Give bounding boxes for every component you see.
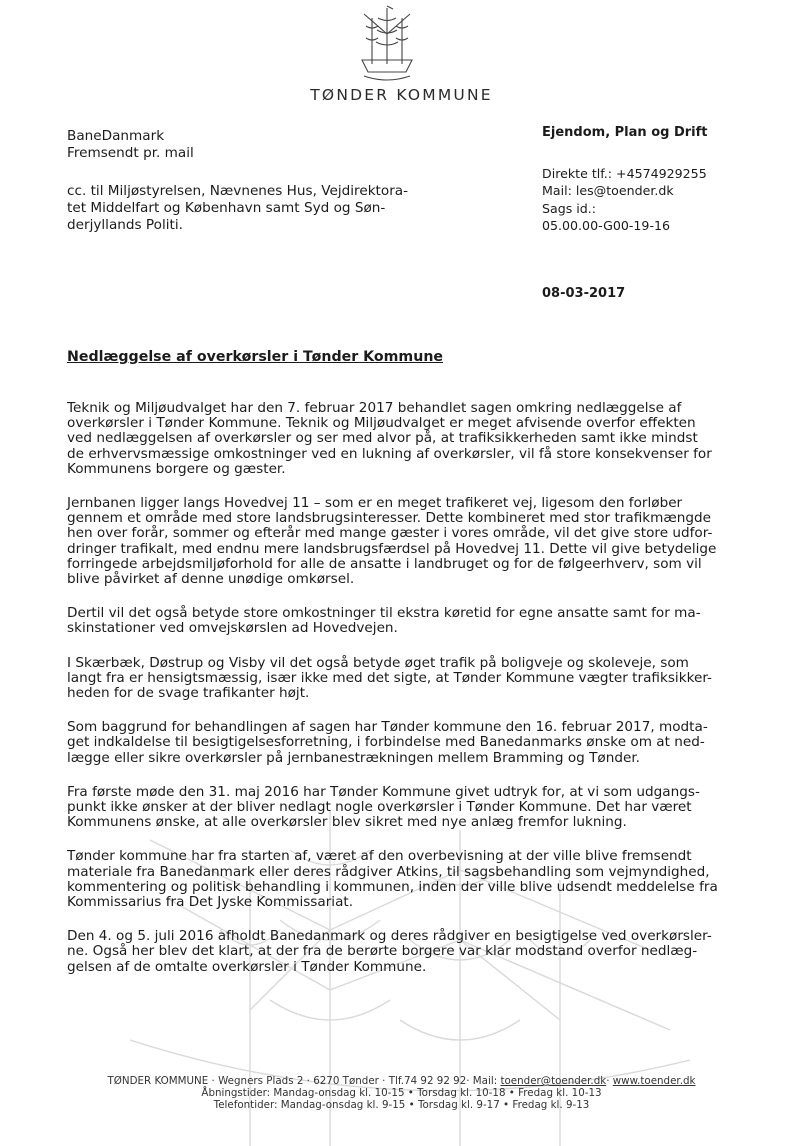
- paragraph-line: ved nedlæggelsen af overkørsler og ser med alvor på, at trafiksikkerheden samt ikke mindst: [67, 430, 698, 447]
- footer-contact-line: [0, 1075, 803, 1087]
- letter-subject: Nedlæggelse af overkørsler i Tønder Kommune: [67, 349, 444, 365]
- ship-crest-icon: [358, 4, 416, 82]
- paragraph-line: gennem et område med store landsbrugsinteresser. Dette kombineret med stor trafikmængde: [67, 510, 711, 527]
- paragraph-line: gelsen af de omtalte overkørsler i Tønder Kommune.: [67, 958, 427, 975]
- municipality-name: TØNDER KOMMUNE: [310, 86, 493, 104]
- letter-body: [67, 401, 747, 994]
- paragraph-line: dringer trafikalt, med endnu mere landsbrugsfærdsel på Hovedvej 11. Dette vil give betydelige: [67, 540, 717, 557]
- body-paragraph: [67, 606, 747, 636]
- footer: [0, 1075, 803, 1111]
- paragraph-line: heden for de svage trafikanter højt.: [67, 685, 310, 702]
- paragraph-line: Som baggrund for behandlingen af sagen har Tønder kommune den 16. februar 2017, modta-: [67, 719, 708, 736]
- paragraph-line: Tønder kommune har fra starten af, været af den overbevisning at der ville blive fremsendt: [67, 848, 692, 865]
- paragraph-line: Kommissarius fra Det Jyske Kommissariat.: [67, 894, 354, 911]
- paragraph-line: materiale fra Banedanmark eller deres rådgiver Atkins, til sagsbehandling som vejmyndighed,: [67, 863, 710, 880]
- case-id: 05.00.00-G00-19-16: [542, 218, 671, 234]
- paragraph-line: overkørsler i Tønder Kommune. Teknik og Miljøudvalget er meget afvisende overfor effekten: [67, 415, 696, 432]
- footer-opening-hours: Åbningstider: Mandag-onsdag kl. 10-15 • Torsdag kl. 10-18 • Fredag kl. 10-13: [201, 1087, 602, 1099]
- body-paragraph: [67, 720, 747, 766]
- body-paragraph: [67, 849, 747, 910]
- body-paragraph: [67, 496, 747, 587]
- footer-email-link[interactable]: toender@toender.dk: [500, 1075, 607, 1087]
- paragraph-line: lægge eller sikre overkørsler på jernbanestrækningen mellem Bramming og Tønder.: [67, 749, 640, 766]
- body-paragraph: [67, 929, 747, 975]
- body-paragraph: [67, 656, 747, 702]
- paragraph-line: Dertil vil det også betyde store omkostninger til ekstra køretid for egne ansatte samt for ma-: [67, 605, 701, 622]
- footer-web-link[interactable]: www.toender.dk: [612, 1075, 696, 1087]
- body-paragraph: [67, 401, 747, 477]
- cc-line: cc. til Miljøstyrelsen, Nævnenes Hus, Vejdirektora-: [67, 183, 409, 199]
- sender-mail: Mail: les@toender.dk: [542, 183, 674, 199]
- cc-block: [67, 183, 447, 235]
- paragraph-line: Jernbanen ligger langs Hovedvej 11 – som er en meget trafikeret vej, ligesom den forløber: [67, 495, 683, 512]
- recipient-block: [67, 128, 194, 162]
- paragraph-line: get indkaldelse til besigtigelsesforretning, i forbindelse med Banedanmarks ønske om at ned-: [67, 734, 705, 751]
- paragraph-line: langt fra er hensigtsmæssig, især ikke med det sigte, at Tønder Kommune vægter trafiksikker-: [67, 669, 712, 686]
- paragraph-line: Fra første møde den 31. maj 2016 har Tønder Kommune givet udtryk for, at vi som udgangs-: [67, 783, 700, 800]
- paragraph-line: Den 4. og 5. juli 2016 afholdt Banedanmark og deres rådgiver en besigtigelse ved overkørsler-: [67, 928, 712, 945]
- body-paragraph: [67, 785, 747, 831]
- paragraph-line: Kommunens ønske, at alle overkørsler blev sikret med nye anlæg fremfor lukning.: [67, 814, 627, 831]
- footer-org: TØNDER KOMMUNE: [107, 1075, 209, 1087]
- paragraph-line: ne. Også her blev det klart, at der fra de berørte borgere var klar modstand overfor nedlæg-: [67, 943, 698, 960]
- paragraph-line: skinstationer ved omvejskørslen ad Hovedvejen.: [67, 620, 398, 637]
- paragraph-line: I Skærbæk, Døstrup og Visby vil det også betyde øget trafik på boligveje og skoleveje, som: [67, 654, 689, 671]
- paragraph-line: hen over forår, sommer og efterår med mange gæster i vores område, vil det give store udfor-: [67, 525, 713, 542]
- paragraph-line: punkt ikke ønsker at der bliver nedlagt nogle overkørsler i Tønder Kommune. Det har været: [67, 799, 692, 816]
- direct-phone: Direkte tlf.: +4574929255: [542, 166, 707, 181]
- paragraph-line: Teknik og Miljøudvalget har den 7. februar 2017 behandlet sagen omkring nedlæggelse af: [67, 400, 682, 416]
- recipient-name: BaneDanmark: [67, 128, 165, 144]
- department-name: Ejendom, Plan og Drift: [542, 125, 708, 140]
- paragraph-line: forringede arbejdsmiljøforhold for alle de ansatte i landbruget og for de følgeerhverv, som vil: [67, 555, 702, 572]
- recipient-delivery: Fremsendt pr. mail: [67, 145, 194, 162]
- paragraph-line: kommentering og politisk behandling i kommunen, inden der ville blive udsendt meddelelse fra: [67, 878, 718, 895]
- paragraph-line: blive påvirket af denne unødige omkørsel.: [67, 571, 355, 588]
- footer-phone-hours: Telefontider: Mandag-onsdag kl. 9-15 • Torsdag kl. 9-17 • Fredag kl. 9-13: [213, 1099, 590, 1111]
- paragraph-line: de erhvervsmæssige omkostninger ved en lukning af overkørsler, vil få store konsekvenser for: [67, 445, 712, 462]
- footer-separator: ·: [606, 1075, 610, 1087]
- paragraph-line: Kommunens borgere og gæster.: [67, 460, 286, 477]
- letter-date: 08-03-2017: [542, 286, 626, 301]
- contact-block: [542, 165, 707, 235]
- cc-line: derjyllands Politi.: [67, 217, 183, 234]
- footer-address: · Wegners Plads 2 · 6270 Tønder · Tlf.74 92 92 92· Mail:: [211, 1075, 498, 1087]
- case-id-label: Sags id.:: [542, 200, 597, 216]
- cc-line: tet Middelfart og København samt Syd og Søn-: [67, 200, 386, 217]
